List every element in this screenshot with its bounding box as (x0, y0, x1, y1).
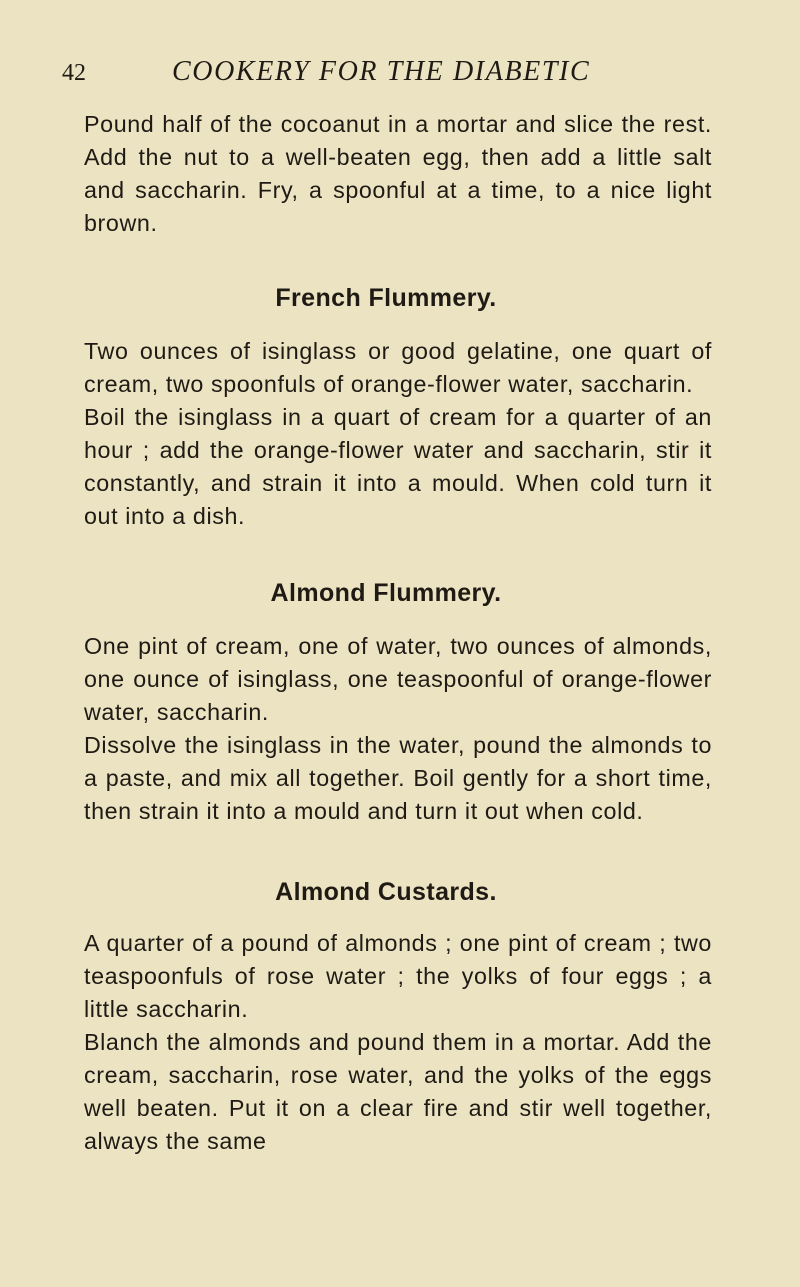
body-text (60, 108, 712, 1158)
recipe-title-almond-custards: Almond Custards. (275, 878, 497, 906)
almond-flummery-ingredients: One pint of cream, one of water, two ounces of almonds, one ounce of isinglass, one teaspoonful of orange-flower water, saccharin. (84, 633, 712, 725)
french-flummery-method: Boil the isinglass in a quart of cream for a quarter of an hour ; add the orange-flower water and saccharin, stir it constantly, and strain it into a mould. When cold turn it out into a dish. (84, 404, 712, 529)
recipe-title-almond-flummery: Almond Flummery. (270, 579, 502, 607)
intro-paragraph: Pound half of the cocoanut in a mortar and slice the rest. Add the nut to a well-beaten egg, then add a little salt and saccharin. Fry, a spoonful at a time, to a nice light brown. (84, 111, 712, 236)
running-head (0, 56, 800, 96)
page-number: 42 (62, 60, 86, 86)
almond-custards-method: Blanch the almonds and pound them in a mortar. Add the cream, saccharin, rose water, and the yolks of the eggs well beaten. Put it on a clear fire and stir well together, always the same (84, 1029, 712, 1154)
almond-custards-ingredients: A quarter of a pound of almonds ; one pint of cream ; two teaspoonfuls of rose water ; the yolks of four eggs ; a little saccharin. (84, 930, 712, 1022)
almond-flummery-method: Dissolve the isinglass in the water, pound the almonds to a paste, and mix all together. Boil gently for a short time, then strain it into a mould and turn it out when cold. (84, 732, 712, 824)
french-flummery-ingredients: Two ounces of isinglass or good gelatine, one quart of cream, two spoonfuls of orange-flower water, saccharin. (84, 338, 712, 397)
recipe-title-french-flummery: French Flummery. (275, 284, 497, 312)
running-title: COOKERY FOR THE DIABETIC (172, 56, 591, 87)
